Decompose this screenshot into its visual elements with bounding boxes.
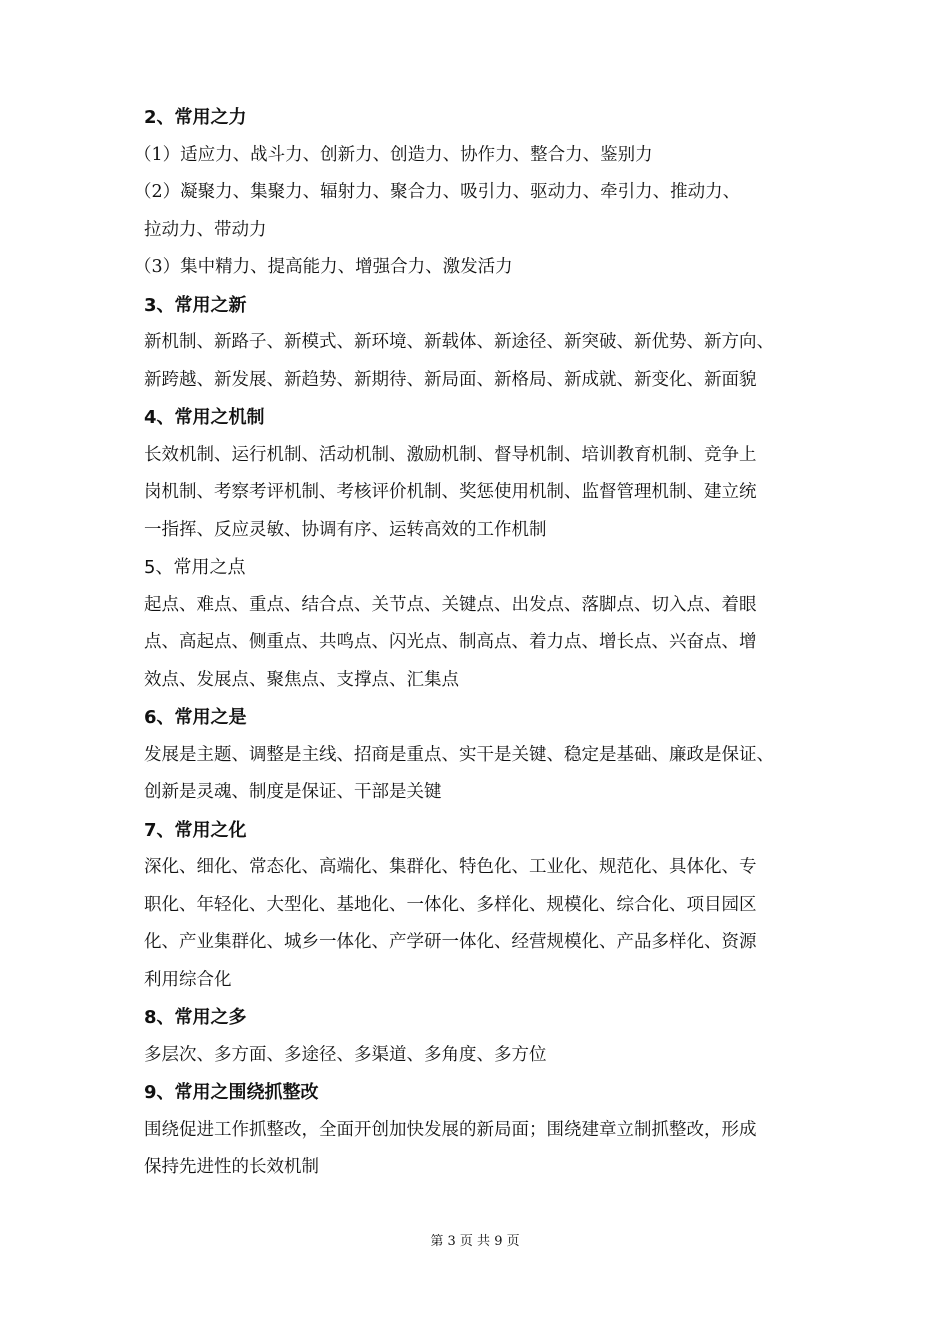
paragraph-line: 起点、难点、重点、结合点、关节点、关键点、出发点、落脚点、切入点、着眼	[144, 594, 757, 615]
paragraph-line: 深化、细化、常态化、高端化、集群化、特色化、工业化、规范化、具体化、专	[144, 857, 757, 877]
paragraph-line: 多层次、多方面、多途径、多渠道、多角度、多方位	[144, 1044, 547, 1065]
section-4	[144, 399, 834, 549]
section-heading: 6、常用之是	[144, 707, 247, 728]
paragraph-line: 围绕促进工作抓整改，全面开创加快发展的新局面；围绕建章立制抓整改，形成	[144, 1119, 757, 1140]
page-number-footer: 第 3 页 共 9 页	[430, 1234, 520, 1249]
section-6	[144, 699, 834, 812]
section-2	[134, 99, 834, 287]
paragraph-line: 利用综合化	[144, 969, 232, 990]
paragraph-line: 长效机制、运行机制、活动机制、激励机制、督导机制、培训教育机制、竞争上	[144, 444, 757, 465]
section-heading: 8、常用之多	[144, 1007, 247, 1028]
paragraph-line: 发展是主题、调整是主线、招商是重点、实干是关键、稳定是基础、廉政是保证、	[144, 744, 774, 765]
section-heading: 3、常用之新	[144, 294, 247, 316]
paragraph-line: 新机制、新路子、新模式、新环境、新载体、新途径、新突破、新优势、新方向、	[144, 332, 774, 352]
paragraph-line: （3）集中精力、提高能力、增强合力、激发活力	[134, 257, 513, 277]
section-heading: 2、常用之力	[144, 107, 247, 128]
paragraph-line: 效点、发展点、聚焦点、支撑点、汇集点	[144, 669, 459, 690]
paragraph-line: 岗机制、考察考评机制、考核评价机制、奖惩使用机制、监督管理机制、建立统	[144, 482, 757, 502]
section-3	[144, 287, 834, 400]
paragraph-line: 化、产业集群化、城乡一体化、产学研一体化、经营规模化、产品多样化、资源	[144, 932, 757, 952]
paragraph-line: 职化、年轻化、大型化、基地化、一体化、多样化、规模化、综合化、项目园区	[144, 894, 757, 915]
paragraph-line: 创新是灵魂、制度是保证、干部是关键	[144, 782, 442, 802]
section-heading: 4、常用之机制	[144, 407, 265, 428]
section-7	[144, 812, 834, 1000]
paragraph-line: 新跨越、新发展、新趋势、新期待、新局面、新格局、新成就、新变化、新面貌	[144, 369, 757, 390]
paragraph-line: （2）凝聚力、集聚力、辐射力、聚合力、吸引力、驱动力、牵引力、推动力、	[134, 182, 741, 202]
section-5	[144, 549, 834, 699]
section-heading: 7、常用之化	[144, 819, 247, 841]
paragraph-line: 拉动力、带动力	[144, 219, 267, 240]
document-body	[134, 99, 834, 1187]
section-heading: 9、常用之围绕抓整改	[144, 1082, 319, 1103]
section-heading: 5、常用之点	[144, 557, 246, 578]
paragraph-line: 一指挥、反应灵敏、协调有序、运转高效的工作机制	[144, 519, 547, 540]
section-8	[144, 999, 834, 1074]
paragraph-line: 保持先进性的长效机制	[144, 1157, 319, 1177]
paragraph-line: （1）适应力、战斗力、创新力、创造力、协作力、整合力、鉴别力	[134, 144, 653, 165]
section-9	[144, 1074, 834, 1187]
paragraph-line: 点、高起点、侧重点、共鸣点、闪光点、制高点、着力点、增长点、兴奋点、增	[144, 632, 757, 652]
